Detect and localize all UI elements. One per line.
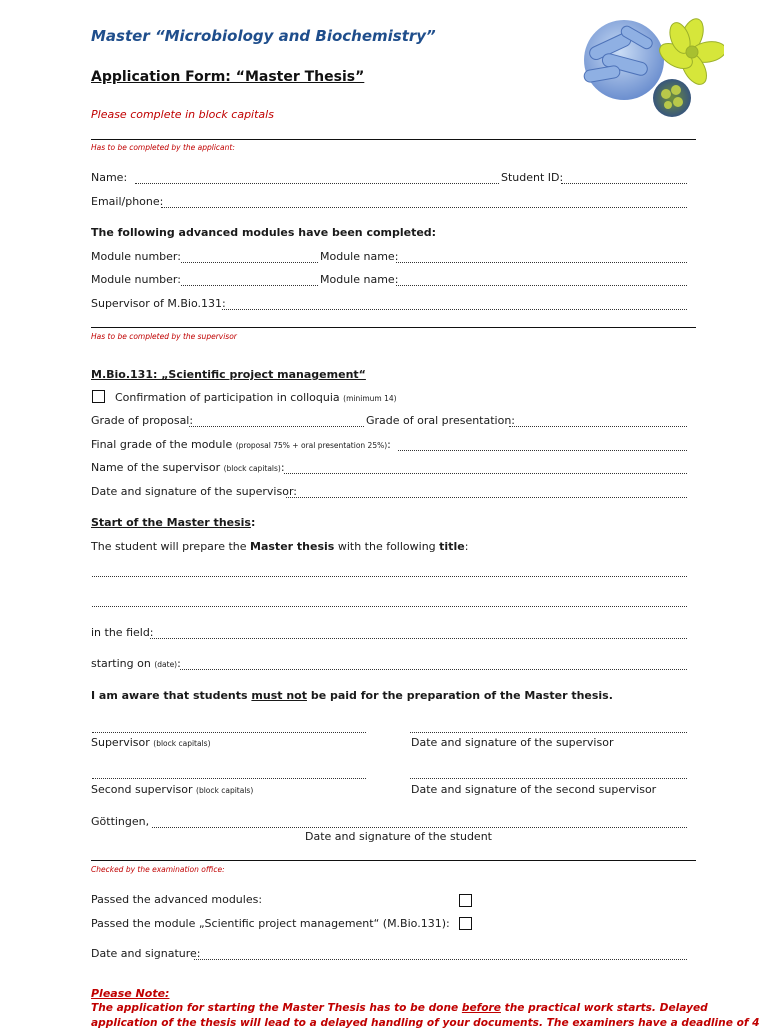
grade-oral-field[interactable] <box>509 426 687 427</box>
note-line-1-before: before <box>461 1002 501 1014</box>
note-line-2: application of the thesis will lead to a delayed handling of your documents. The examiners have a deadline of 4 <box>91 1017 760 1029</box>
module-number-label: Module number: <box>91 250 181 263</box>
final-grade-field[interactable] <box>398 450 687 451</box>
second-supervisor-signature-line[interactable] <box>92 778 366 779</box>
program-title: Master “Microbiology and Biochemistry” <box>91 27 436 45</box>
block-capitals-instruction: Please complete in block capitals <box>91 108 274 121</box>
colloquia-note: (minimum 14) <box>343 394 397 403</box>
final-grade-colon: : <box>387 438 391 451</box>
module-number-field[interactable] <box>181 285 318 286</box>
supervisor-date-signature-line[interactable] <box>410 732 687 733</box>
second-supervisor-caption <box>91 783 253 796</box>
name-supervisor-field[interactable] <box>284 473 687 474</box>
passed-advanced-checkbox[interactable] <box>459 894 472 907</box>
modules-heading: The following advanced modules have been completed: <box>91 226 437 239</box>
supervisor-label: Supervisor of M.Bio.131: <box>91 297 226 310</box>
thesis-intro-title: title <box>439 540 465 553</box>
supervisor-section-label: Has to be completed by the supervisor <box>91 332 237 341</box>
payment-notice-post: be paid for the preparation of the Master thesis. <box>306 689 613 702</box>
note-line-1-pre: The application for starting the Master Thesis has to be done <box>91 1002 462 1014</box>
second-supervisor-caption-text: Second supervisor <box>91 783 193 796</box>
form-title: Application Form: “Master Thesis” <box>91 69 365 85</box>
section-divider <box>91 327 696 328</box>
second-supervisor-caption-note: (block capitals) <box>196 786 254 795</box>
student-id-field[interactable] <box>561 183 687 184</box>
microbiology-logo <box>562 18 724 120</box>
name-supervisor-text: Name of the supervisor <box>91 461 221 474</box>
supervisor-caption <box>91 736 211 749</box>
office-section-label: Checked by the examination office: <box>91 865 225 874</box>
field-input[interactable] <box>150 638 687 639</box>
name-supervisor-colon: : <box>280 461 285 474</box>
module-name-label: Module name: <box>320 250 399 263</box>
student-id-label: Student ID: <box>501 171 564 184</box>
module-name-label: Module name: <box>320 273 399 286</box>
grade-oral-label: Grade of oral presentation: <box>366 414 516 427</box>
starting-text: starting on <box>91 657 151 670</box>
passed-advanced-label: Passed the advanced modules: <box>91 893 263 906</box>
colloquia-confirmation <box>115 391 397 404</box>
section-divider <box>91 139 696 140</box>
final-grade-label <box>91 438 391 451</box>
note-line-1-post: the practical work starts. Delayed <box>500 1002 708 1014</box>
supervisor-field[interactable] <box>222 309 687 310</box>
note-line-1 <box>91 1002 708 1014</box>
final-grade-text: Final grade of the module <box>91 438 233 451</box>
section-divider <box>91 860 696 861</box>
supervisor-caption-text: Supervisor <box>91 736 150 749</box>
payment-notice-must-not: must not <box>251 689 307 702</box>
thesis-title-line[interactable] <box>92 606 687 607</box>
grade-proposal-label: Grade of proposal: <box>91 414 194 427</box>
office-date-signature-field[interactable] <box>194 959 687 960</box>
module-name-field[interactable] <box>396 262 687 263</box>
starting-date-field[interactable] <box>180 669 687 670</box>
thesis-heading-colon: : <box>250 516 256 529</box>
name-field[interactable] <box>135 183 499 184</box>
starting-label <box>91 657 181 670</box>
city-label: Göttingen, <box>91 815 150 828</box>
thesis-heading-text: Start of the Master thesis <box>91 516 251 529</box>
payment-notice-pre: I am aware that students <box>91 689 252 702</box>
module-number-field[interactable] <box>181 262 318 263</box>
thesis-intro-master: Master thesis <box>250 540 335 553</box>
supervisor-signature-line[interactable] <box>92 732 366 733</box>
course-heading: M.Bio.131: „Scientific project management“ <box>91 368 366 381</box>
module-number-label: Module number: <box>91 273 181 286</box>
starting-note: (date) <box>154 660 178 669</box>
email-label: Email/phone: <box>91 195 164 208</box>
thesis-intro-pre: The student will prepare the <box>91 540 251 553</box>
grade-proposal-field[interactable] <box>189 426 364 427</box>
passed-module-checkbox[interactable] <box>459 917 472 930</box>
name-supervisor-label <box>91 461 285 474</box>
module-name-field[interactable] <box>396 285 687 286</box>
supervisor-date-signature-field[interactable] <box>286 497 687 498</box>
second-supervisor-date-signature-line[interactable] <box>410 778 687 779</box>
starting-colon: : <box>177 657 181 670</box>
colloquia-checkbox[interactable] <box>92 390 105 403</box>
payment-notice <box>91 689 613 702</box>
thesis-title-line[interactable] <box>92 576 687 577</box>
supervisor-caption-note: (block capitals) <box>153 739 211 748</box>
final-grade-note: (proposal 75% + oral presentation 25%) <box>235 441 388 450</box>
applicant-section-label: Has to be completed by the applicant: <box>91 143 235 152</box>
supervisor-date-caption: Date and signature of the supervisor <box>411 736 614 749</box>
please-note-heading: Please Note: <box>91 987 170 1000</box>
office-date-signature-label: Date and signature: <box>91 947 201 960</box>
student-signature-caption: Date and signature of the student <box>305 830 492 843</box>
passed-module-label: Passed the module „Scientific project management“ (M.Bio.131): <box>91 917 450 930</box>
name-supervisor-note: (block capitals) <box>223 464 281 473</box>
thesis-heading <box>91 516 255 529</box>
field-label: in the field: <box>91 626 154 639</box>
student-signature-line[interactable] <box>152 827 687 828</box>
thesis-intro-end: : <box>464 540 469 553</box>
thesis-intro-mid: with the following <box>334 540 440 553</box>
supervisor-date-signature-label: Date and signature of the supervisor: <box>91 485 297 498</box>
second-supervisor-date-caption: Date and signature of the second supervisor <box>411 783 657 796</box>
colloquia-label: Confirmation of participation in colloquia <box>115 391 340 404</box>
email-field[interactable] <box>161 207 687 208</box>
name-label: Name: <box>91 171 128 184</box>
thesis-intro <box>91 540 468 553</box>
